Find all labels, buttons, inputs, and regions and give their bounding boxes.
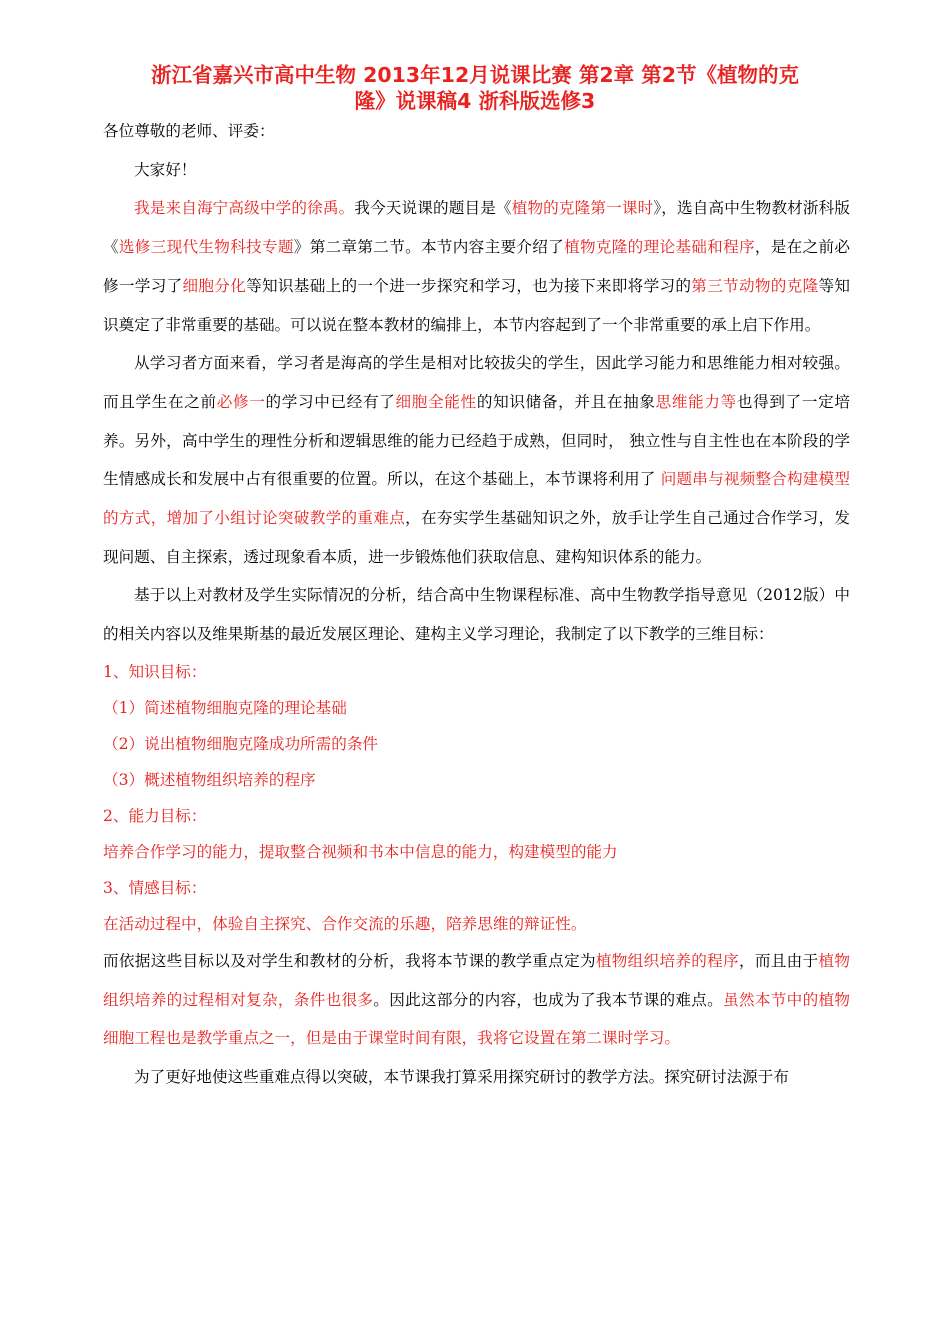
emotion-goal-heading: 3、情感目标： [103, 878, 207, 897]
greeting: 大家好！ [134, 160, 197, 179]
segment: 的学习中已经有了 [265, 392, 396, 411]
title-line-2: 隆》说课稿4 浙科版选修3 [354, 89, 596, 113]
document-body [103, 112, 850, 1097]
segment: 思维能力等 [655, 392, 737, 411]
segment: 等知识奠定了非常重要的基础。可以说在整本教材的编排上，本节内容起到了一个非常重要的承上启下作用。 [103, 276, 850, 334]
segment: 必修一 [216, 392, 266, 411]
segment: 的知识储备，并且在抽象 [476, 392, 656, 411]
paragraph-learners [103, 344, 850, 576]
segment: ，是在之前必修一学习了 [103, 238, 850, 295]
ability-goal-text: 培养合作学习的能力，提取整合视频和书本中信息的能力，构建模型的能力 [103, 842, 618, 861]
segment: 也得到了一定培养。另外，高中学生的理性分析和逻辑思维的能力已经趋于成熟，但同时， 独立性与自主性也在本阶段的学生情感成长和发展中占有很重要的位置。所以，在这个基础上，本节课将利用了 [103, 392, 850, 489]
segment: 细胞全能性 [395, 392, 477, 411]
segment: 。因此这部分的内容，也成为了我本节课的难点。 [373, 990, 724, 1009]
knowledge-goal-item: （3）概述植物组织培养的程序 [103, 770, 316, 789]
knowledge-goal-item: （2）说出植物细胞克隆成功所需的条件 [103, 734, 379, 753]
knowledge-goal-heading: 1、知识目标： [103, 662, 207, 681]
segment: 植物克隆的理论基础和程序 [564, 238, 755, 257]
paragraph-key-points [103, 942, 850, 1058]
segment: 植物组织培养的过程相对复杂，条件也很多 [103, 951, 850, 1009]
segment: 植物的克隆第一课时 [511, 199, 654, 218]
segment: 细胞分化 [182, 276, 247, 295]
segment: 选修三现代生物科技专题 [118, 238, 294, 257]
ability-goal-heading: 2、能力目标： [103, 806, 207, 825]
emotion-goal-text: 在活动过程中，体验自主探究、合作交流的乐趣，陪养思维的辩证性。 [103, 914, 587, 933]
paragraph-goals-intro: 基于以上对教材及学生实际情况的分析，结合高中生物课程标准、高中生物教学指导意见（2012版）中的相关内容以及维果斯基的最近发展区理论、建构主义学习理论，我制定了以下教学的三维目标： [103, 586, 850, 644]
segment: 从学习者方面来看，学习者是海高的学生是相对比较拔尖的学生，因此学习能力和思维能力相对较强。而且学生在之前 [103, 354, 850, 411]
goals-list [103, 654, 850, 942]
document-title [100, 62, 850, 114]
segment: 植物组织培养的程序 [595, 951, 739, 970]
segment: ，在夯实学生基础知识之外，放手让学生自己通过合作学习，发现问题、自主探索，透过现象看本质，进一步锻炼他们获取信息、建构知识体系的能力。 [103, 509, 850, 566]
salutation: 各位尊敬的老师、评委： [103, 122, 275, 140]
title-line-1: 浙江省嘉兴市高中生物 2013年12月说课比赛 第2章 第2节《植物的克 [150, 63, 800, 87]
segment: 第三节动物的克隆 [691, 276, 819, 295]
segment: 而依据这些目标以及对学生和教材的分析，我将本节课的教学重点定为 [103, 951, 596, 970]
segment: 》，选自高中生物教材浙科版《 [103, 199, 850, 257]
segment: 问题串与视频整合构建模型的方式，增加了小组讨论突破教学的重难点 [103, 470, 850, 528]
segment: ，而且由于 [738, 951, 819, 970]
segment: 我今天说课的题目是《 [354, 199, 512, 218]
paragraph-intro [103, 189, 850, 344]
segment: 等知识基础上的一个进一步探究和学习，也为接下来即将学习的 [246, 276, 692, 295]
segment: 》第二章第二节。本节内容主要介绍了 [293, 238, 565, 257]
segment: 虽然本节中的植物细胞工程也是教学重点之一，但是由于课堂时间有限，我将它设置在第二课时学习。 [103, 990, 850, 1048]
segment: 我是来自海宁高级中学的徐禹。 [134, 199, 355, 218]
paragraph-method: 为了更好地使这些重难点得以突破，本节课我打算采用探究研讨的教学方法。探究研讨法源于布 [134, 1067, 789, 1086]
knowledge-goal-item: （1）简述植物细胞克隆的理论基础 [103, 698, 347, 717]
